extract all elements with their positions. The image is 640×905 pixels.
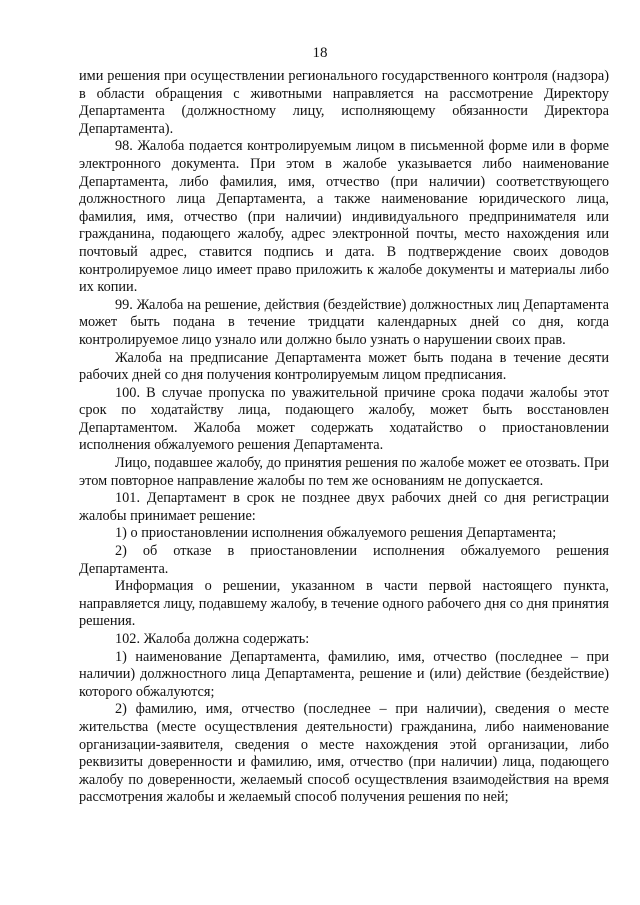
paragraph: 2) фамилию, имя, отчество (последнее – при наличии), сведения о месте жительства (месте осуществления деятельности) гражданина, либо наименование организации-заявителя, сведения о месте нахождения этой организации, либо реквизиты доверенности и фамилию, имя, отчество (при наличии) лица, подающего жалобу по доверенности, желаемый способ осуществления взаимодействия на время рассмотрения жалобы и желаемый способ получения решения по ней; [79,701,609,806]
paragraph: 1) о приостановлении исполнения обжалуемого решения Департамента; [115,525,557,542]
document-body [79,68,609,807]
page-number: 18 [312,45,328,61]
paragraph: Лицо, подавшее жалобу, до принятия решения по жалобе может ее отозвать. При этом повторное направление жалобы по тем же основаниям не допускается. [79,455,609,489]
paragraph: 98. Жалоба подается контролируемым лицом в письменной форме или в форме электронного документа. При этом в жалобе указывается либо наименование Департамента, либо фамилия, имя, отчество (при наличии) соответствующего должностного лица Департамента, а также наименование юридического лица, фамилия, имя, отчество (при наличии) индивидуального предпринимателя или гражданина, подающего жалобу, адрес электронной почты, место нахождения или почтовый адрес, ставится подпись и дата. В подтверждение своих доводов контролируемое лицо имеет право приложить к жалобе документы и материалы либо их копии. [79,138,609,296]
paragraph: 102. Жалоба должна содержать: [115,631,310,647]
paragraph: Информация о решении, указанном в части первой настоящего пункта, направляется лицу, подавшему жалобу, в течение одного рабочего дня со дня принятия решения. [79,578,609,630]
paragraph: 100. В случае пропуска по уважительной причине срока подачи жалобы этот срок по ходатайству лица, подающего жалобу, может быть восстановлен Департаментом. Жалоба может содержать ходатайство о приостановлении исполнения обжалуемого решения Департамента. [79,384,609,454]
paragraph: 2) об отказе в приостановлении исполнения обжалуемого решения Департамента. [79,543,609,577]
paragraph: 101. Департамент в срок не позднее двух рабочих дней со дня регистрации жалобы принимает решение: [79,490,609,524]
paragraph: ими решения при осуществлении регионального государственного контроля (надзора) в области обращения с животными направляется на рассмотрение Директору Департамента (должностному лицу, исполняющему обязанности Директора Департамента). [79,68,609,137]
paragraph: 99. Жалоба на решение, действия (бездействие) должностных лиц Департамента может быть подана в течение тридцати календарных дней со дня, когда контролируемое лицо узнало или должно было узнать о нарушении своих прав. [79,296,609,348]
paragraph: 1) наименование Департамента, фамилию, имя, отчество (последнее – при наличии) должностного лица Департамента, решение и (или) действие (бездействие) которого обжалуются; [79,648,609,700]
paragraph: Жалоба на предписание Департамента может быть подана в течение десяти рабочих дней со дня получения контролируемым лицом предписания. [79,349,609,384]
